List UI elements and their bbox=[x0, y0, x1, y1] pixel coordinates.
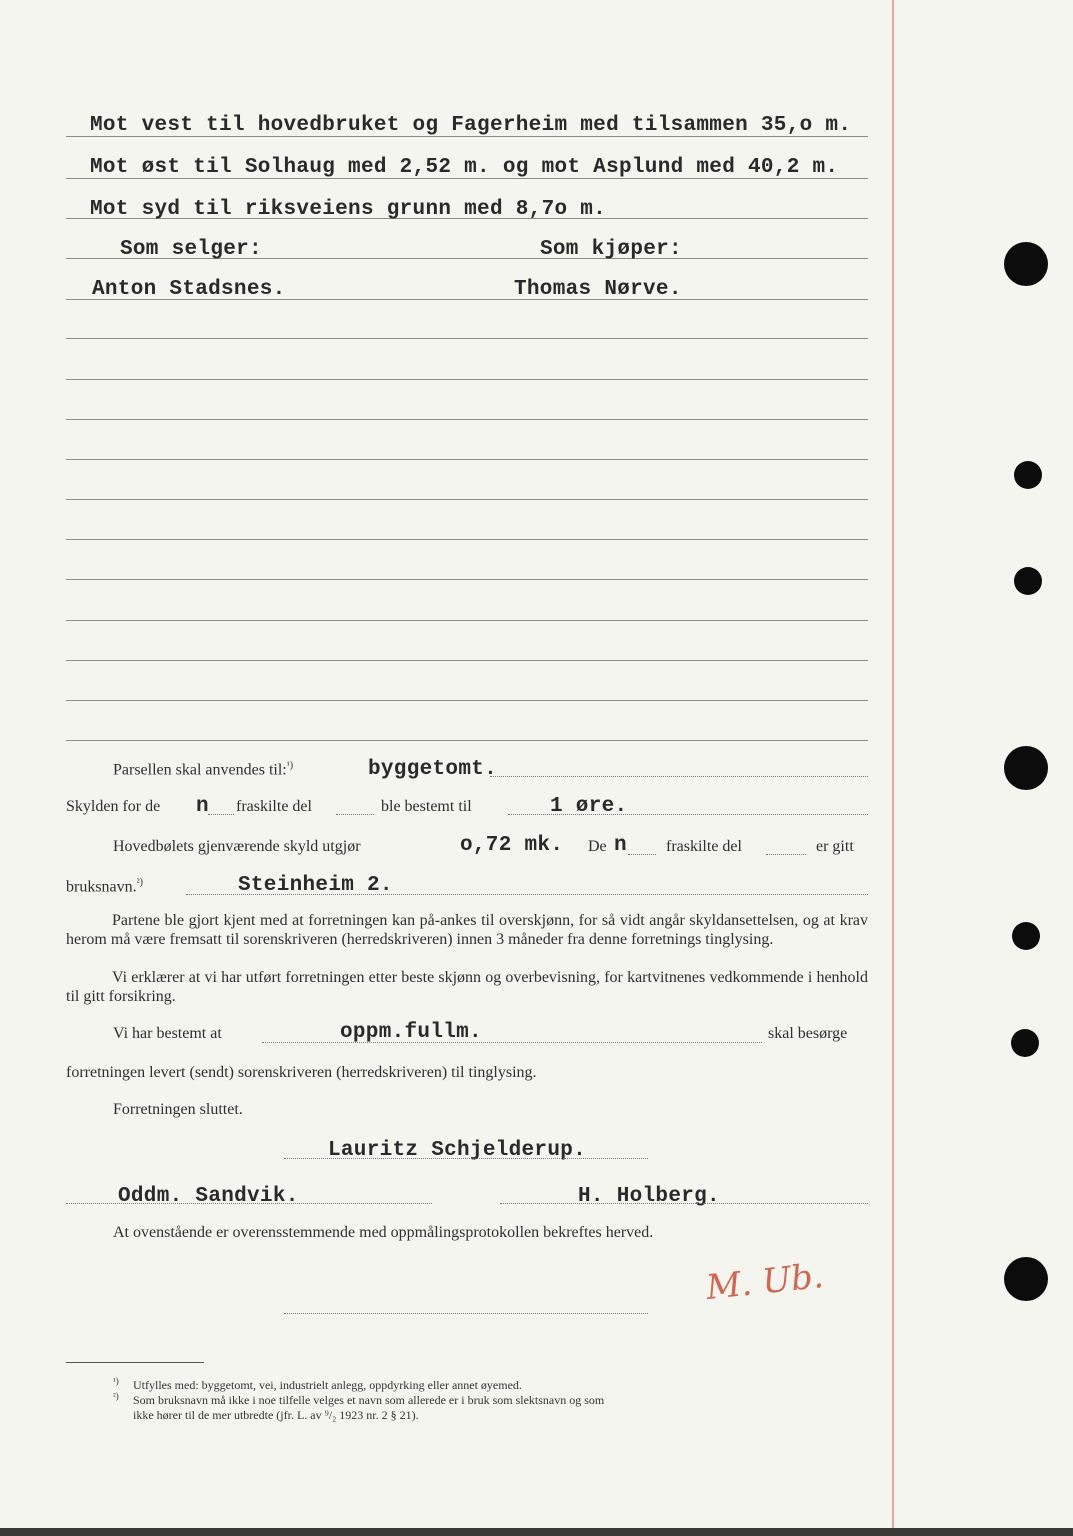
dotted-line bbox=[186, 894, 868, 895]
sluttet-text: Forretningen sluttet. bbox=[113, 1101, 243, 1118]
besorge-label: skal besørge bbox=[768, 1025, 848, 1042]
punch-hole bbox=[1004, 242, 1048, 286]
ruled-line bbox=[66, 660, 868, 661]
levert-text: forretningen levert (sendt) sorenskriveren (herredskriveren) til tinglysing. bbox=[66, 1064, 537, 1081]
ruled-line bbox=[66, 740, 868, 741]
dotted-line bbox=[508, 814, 868, 815]
dotted-line bbox=[766, 854, 806, 855]
dotted-line bbox=[490, 776, 868, 777]
footnote-1: Utfylles med: byggetomt, vei, industrielt anlegg, oppdyrking eller annet øyemed. bbox=[133, 1378, 522, 1392]
dotted-line bbox=[336, 814, 374, 815]
use-label bbox=[113, 760, 293, 779]
dotted-line bbox=[208, 814, 234, 815]
signature-right: H. Holberg. bbox=[578, 1185, 720, 1208]
signature-line bbox=[284, 1158, 648, 1159]
punch-hole bbox=[1012, 922, 1040, 950]
punch-hole bbox=[1011, 1029, 1039, 1057]
boundary-west: Mot vest til hovedbruket og Fagerheim med tilsammen 35,o m. bbox=[90, 114, 852, 137]
hoved-label-b: fraskilte del bbox=[666, 838, 742, 855]
buyer-label: Som kjøper: bbox=[540, 238, 682, 261]
ruled-line bbox=[66, 620, 868, 621]
bestemt-value: oppm.fullm. bbox=[340, 1021, 482, 1044]
ruled-line bbox=[66, 499, 868, 500]
boundary-east: Mot øst til Solhaug med 2,52 m. og mot Asplund med 40,2 m. bbox=[90, 156, 839, 179]
dotted-line bbox=[262, 1042, 762, 1043]
ruled-line bbox=[66, 579, 868, 580]
buyer-name: Thomas Nørve. bbox=[514, 278, 682, 301]
skyld-value: 1 øre. bbox=[550, 795, 628, 818]
footnote-2a: Som bruksnavn må ikke i noe tilfelle velges et navn som allerede er i bruk som slektsnavn og som bbox=[133, 1393, 605, 1407]
ruled-line bbox=[66, 539, 868, 540]
hoved-de-value: n bbox=[614, 834, 627, 857]
dotted-line bbox=[628, 854, 656, 855]
ruled-line bbox=[66, 459, 868, 460]
skyld-label-c: ble bestemt til bbox=[381, 798, 472, 815]
seller-label: Som selger: bbox=[120, 238, 262, 261]
footnote-1-mark: ¹) bbox=[113, 1376, 119, 1386]
signature-left: Oddm. Sandvik. bbox=[118, 1185, 299, 1208]
bruk-label bbox=[66, 877, 143, 896]
signature-line bbox=[66, 1203, 432, 1204]
bestemt-label: Vi har bestemt at bbox=[113, 1025, 222, 1042]
certification-text: At ovenstående er overensstemmende med oppmålingsprotokollen bekreftes herved. bbox=[113, 1224, 654, 1241]
signature-line bbox=[284, 1313, 648, 1314]
punch-hole bbox=[1014, 461, 1042, 489]
footnote-2-mark: ²) bbox=[113, 1391, 119, 1401]
hoved-value: o,72 mk. bbox=[460, 834, 564, 857]
skyld-de-value: n bbox=[196, 795, 209, 818]
punch-hole bbox=[1014, 567, 1042, 595]
punch-hole bbox=[1004, 746, 1048, 790]
boundary-south: Mot syd til riksveiens grunn med 8,7o m. bbox=[90, 198, 607, 221]
hoved-label-c: er gitt bbox=[816, 838, 854, 855]
red-margin-line bbox=[892, 0, 894, 1528]
hoved-label: Hovedbølets gjenværende skyld utgjør bbox=[113, 838, 361, 855]
bruk-label-text: bruksnavn. bbox=[66, 878, 137, 896]
footnote-ref: ²) bbox=[136, 877, 143, 888]
ruled-line bbox=[66, 338, 868, 339]
bruk-value: Steinheim 2. bbox=[238, 874, 393, 897]
ruled-line bbox=[66, 700, 868, 701]
hoved-de: De bbox=[588, 838, 607, 855]
footnote-2b: ikke hører til de mer utbredte (jfr. L. av ⁹/₂ 1923 nr. 2 § 21). bbox=[133, 1408, 419, 1422]
footnote-ref: ¹) bbox=[286, 760, 294, 771]
declaration-paragraph: Vi erklærer at vi har utført forretningen etter beste skjønn og overbevisning, for kartvitnenes vedkommende i henhold til gitt forsikring. bbox=[66, 969, 868, 1005]
use-value: byggetomt. bbox=[368, 758, 498, 781]
use-label-text: Parsellen skal anvendes til: bbox=[113, 761, 287, 779]
appeal-paragraph: Partene ble gjort kjent med at forretningen kan på-ankes til overskjønn, for så vidt angår skyldansettelsen, og at krav herom må være fremsatt til sorenskriveren (herredskriveren) innen 3 måneder fra denne forretnings tinglysing. bbox=[66, 912, 868, 948]
ruled-line bbox=[66, 379, 868, 380]
footnote-rule bbox=[66, 1362, 204, 1363]
signature-line bbox=[500, 1203, 868, 1204]
seller-name: Anton Stadsnes. bbox=[92, 278, 286, 301]
skyld-label-b: fraskilte del bbox=[236, 798, 312, 815]
skyld-label-a: Skylden for de bbox=[66, 798, 161, 815]
signature-main: Lauritz Schjelderup. bbox=[328, 1139, 587, 1162]
handwritten-initials: M. Ub. bbox=[704, 1255, 826, 1309]
ruled-line bbox=[66, 419, 868, 420]
punch-hole bbox=[1004, 1257, 1048, 1301]
